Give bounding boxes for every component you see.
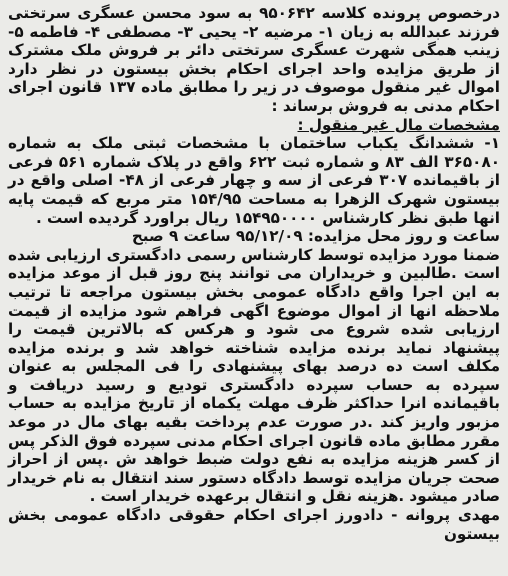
- property-description-paragraph: ۱- ششدانگ یکباب ساختمان با مشخصات ثبتی ملک به شماره ۳۶۵۰۸۰ الف ۸۳ و شماره ثبت ۶۲۲ واقع در پلاک شماره ۵۶۱ فرعی از باقیمانده ۳۰۷ فرعی از سه و چهار فرعی از ۴۸- اصلی واقع در بیستون شهرک الزهرا به مساحت ۱۵۴/۹۵ متر مربع که قیمت پایه انها طبق نظر کارشناس ۱۵۴۹۵۰۰۰۰ ریال براورد گردیده است .: [8, 134, 500, 227]
- property-specs-heading: مشخصات مال غیر منقول :: [297, 115, 500, 134]
- auction-terms-paragraph: ضمنا مورد مزایده توسط کارشناس رسمی دادگستری ارزیابی شده است .طالبین و خریداران می توانند پنج روز قبل از موعد مزایده به این اجرا واقع دادگاه عمومی بخش بیستون مراجعه تا ترتیب ملاحظه انها از اموال موضوع اگهی فراهم شود مزایده از قیمت ارزیابی شده شروع می شود و هرکس که بالاترین قیمت را پیشنهاد نماید برنده مزایده شناخته خواهد شد و برنده مزایده مکلف است ده درصد بهای پیشنهادی را فی المجلس به عنوان سپرده به حساب سپرده دادگستری تودیع و رسید دریافت و باقیمانده انرا حداکثر ظرف مهلت یکماه از تاریخ مزایده به حساب مزبور واریز کند .در صورت عدم پرداخت بقیه بهای مال در موعد مقرر مطابق ماده قانون اجرای احکام مدنی سپرده فوق الذکر پس از کسر هزینه مزایده به نفع دولت ضبط خواهد ش .پس از احراز صحت جریان مزایده توسط دادگاه دستور سند انتقال به نام خریدار صادر میشود .هزینه نقل و انتقال برعهده خریدار است .: [8, 245, 500, 506]
- auction-datetime-line: ساعت و روز محل مزایده: ۹۵/۱۲/۰۹ ساعت ۹ صبح: [131, 227, 500, 246]
- signature-line: مهدی پروانه - دادورز اجرای احکام حقوقی دادگاه عمومی بخش بیستون: [8, 506, 500, 543]
- notice-intro-paragraph: درخصوص پرونده کلاسه ۹۵۰۶۴۲ به سود محسن عسگری سرتختی فرزند عبدالله به زیان ۱- مرضیه ۲- یحیی ۳- مصطفی ۴- فاطمه ۵- زینب همگی شهرت عسگری سرتختی دائر بر فروش ملک مشترک از طریق مزایده واحد اجرای احکام بخش بیستون در نظر دارد اموال غیر منقول موصوف در زیر را مطابق ماده ۱۳۷ قانون اجرای احکام مدنی به فروش برساند :: [8, 4, 500, 115]
